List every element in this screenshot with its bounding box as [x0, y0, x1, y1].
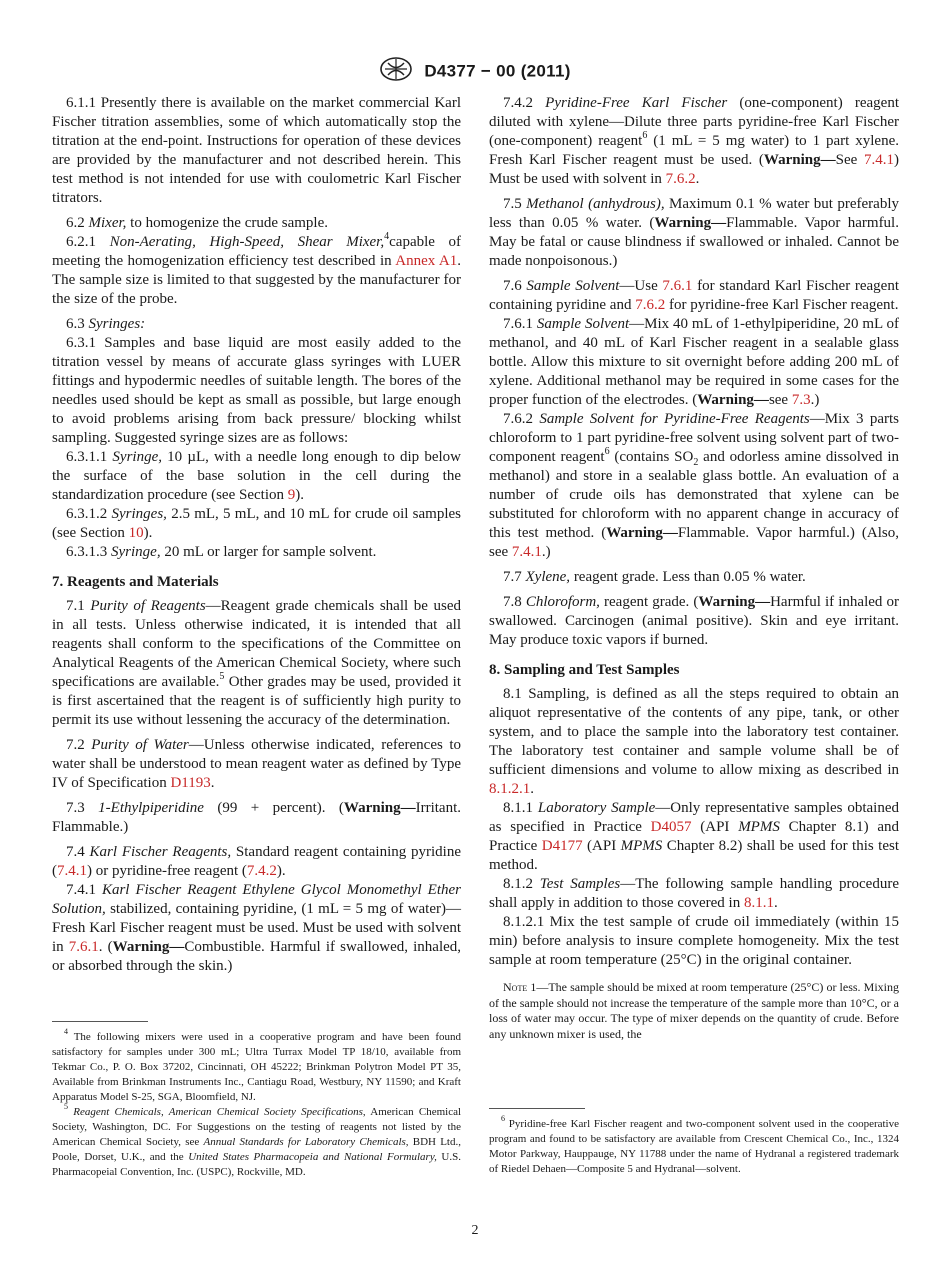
para-term: 1-Ethylpiperidine [98, 800, 204, 816]
para-text: for standard Karl Fischer reagent containing pyridine and [489, 278, 899, 313]
para-7-8 [489, 593, 899, 650]
footnote-title: Annual Standards for Laboratory Chemicals, [203, 1136, 409, 1148]
para-7-4-2 [489, 94, 899, 189]
para-term: Karl Fischer Reagents, [89, 844, 232, 860]
para-number: 7.4 [66, 844, 85, 860]
para-7-4-1 [52, 881, 461, 976]
para-text: . ( [98, 939, 113, 955]
para-text: ) or pyridine-free reagent ( [87, 863, 247, 879]
para-6-3-1-2 [52, 505, 461, 543]
para-number: 7.4.1 [66, 882, 96, 898]
para-6-3-1: 6.3.1 Samples and base liquid are most easily added to the titration vessel by means of accurate glass syringes with LUER fittings and hypodermic needles of suitable length. The bores of the needles used should be kept as small as possible, but large enough to avoid problems arising from back pressure/ blocking whilst sampling. Suggested syringe sizes are as follows: [52, 335, 461, 446]
para-text: (1 mL = 5 mg water) to 1 part xylene. Fresh Karl Fischer reagent must be used. ( [489, 133, 899, 168]
link-7-6-2[interactable]: 7.6.2 [635, 297, 666, 313]
para-7-1 [52, 597, 461, 730]
footnote-text: Pyridine-free Karl Fischer reagent and two-component solvent used in the cooperative program and found to be satisfactory are available from Crescent Chemical Co., Inc., 1324 Motor Parkway, Hauppauge, NY 11788 under the name of Hydranal a registered trademark of Riedel Dehaen—Composite 5 and Hydranal—solvent. [489, 1118, 899, 1175]
para-text: Combustible. Harmful if swallowed, inhaled, or absorbed through the skin.) [52, 939, 462, 974]
para-text: 10 µL, with a needle long enough to dip below the surface of the base solution in the cell during the standardization procedure (see Section [52, 449, 462, 503]
para-text: Flammable. Vapor harmful. May be fatal or cause blindness if swallowed or inhaled. Cannot be made nonpoisonous.) [489, 215, 899, 269]
footnote-title: United States Pharmacopeia and National Formulary, [188, 1151, 437, 1163]
warning-label: Warning— [112, 939, 185, 955]
para-number: 7.4.2 [503, 95, 533, 111]
note-label: Note 1 [503, 980, 537, 994]
footnote-rule [489, 1108, 585, 1109]
para-term: Syringes: [88, 316, 146, 332]
para-text: —Reagent grade chemicals shall be used in all tests. Unless otherwise indicated, it is intended that all reagents shall conform to the specifications of the Committee on Analytical Reagents of the American Chemical Society, where such specifications are available. [52, 598, 461, 690]
right-column [489, 94, 899, 1042]
para-number: 7.6.2 [503, 411, 533, 427]
para-7-7 [489, 568, 899, 587]
warning-label: Warning— [697, 392, 769, 408]
note-1 [489, 980, 899, 1042]
para-6-2-1 [52, 233, 461, 309]
para-term: Sample Solvent [526, 278, 620, 294]
para-6-2 [52, 214, 461, 233]
footnote-rule [52, 1021, 148, 1022]
para-8-1-1 [489, 799, 899, 875]
para-text: ). [143, 525, 153, 541]
para-text: ) Must be used with solvent in [489, 152, 899, 187]
footnote-ref: 6 [604, 446, 610, 457]
para-number: 7.7 [503, 569, 522, 585]
footnote-4 [52, 1027, 461, 1105]
para-number: 7.2 [66, 737, 85, 753]
para-term: Mixer, [88, 215, 127, 231]
para-text: . The sample size is limited to that suggested by the manufacturer for the size of the probe. [52, 253, 461, 307]
link-7-4-1[interactable]: 7.4.1 [57, 863, 87, 879]
para-text: Flammable. Vapor harmful.) (Also, see [489, 525, 899, 560]
para-number: 7.5 [503, 196, 522, 212]
para-7-6-1 [489, 315, 899, 410]
para-7-6-2 [489, 410, 899, 562]
para-term: Methanol (anhydrous), [526, 196, 665, 212]
para-term: Syringe, [112, 449, 162, 465]
footnote-ref: 6 [642, 130, 648, 141]
para-text: —Unless otherwise indicated, references to water shall be understood to mean reagent water as defined by Type IV of Specification [52, 737, 461, 791]
para-8-1-2 [489, 875, 899, 913]
para-number: 6.3 [66, 316, 85, 332]
para-text: —Use [619, 278, 663, 294]
para-text: 20 mL or larger for sample solvent. [160, 544, 377, 560]
para-term: MPMS [620, 838, 663, 854]
link-7-6-1[interactable]: 7.6.1 [662, 278, 693, 294]
para-number: 8.1.2 [503, 876, 533, 892]
para-number: 7.8 [503, 594, 522, 610]
footnote-ref: 5 [219, 671, 225, 682]
para-number: 6.3.1.1 [66, 449, 108, 465]
warning-label: Warning— [763, 152, 836, 168]
para-term: Test Samples [539, 876, 621, 892]
para-text: Maximum 0.1 % water but preferably less than 0.05 % water. ( [489, 196, 899, 231]
para-text: See [835, 152, 864, 168]
para-text: —The following sample handling procedure shall apply in addition to those covered in [489, 876, 899, 911]
astm-logo-icon [379, 56, 413, 87]
footnote-text: , American Chemical Society, Washington, DC. For Suggestions on the testing of reagents not listed by the American Chemical Society, see [52, 1106, 462, 1148]
para-term: Non-Aerating, High-Speed, Shear Mixer, [109, 234, 385, 250]
link-section-9[interactable]: 9 [287, 487, 296, 503]
link-8-1-2-1[interactable]: 8.1.2.1 [489, 781, 531, 797]
para-text: 8.1 Sampling, is defined as all the steps required to obtain an aliquot representative of the contents of any pipe, tank, or other system, and to place the sample into the laboratory test container. The laboratory test container and sample volume shall be of sufficient dimensions and volume to allow mixing as described in [489, 686, 899, 778]
para-number: 7.6 [503, 278, 522, 294]
para-text: ). [295, 487, 304, 503]
link-7-4-2[interactable]: 7.4.2 [246, 863, 277, 879]
section-heading-7: 7. Reagents and Materials [52, 574, 219, 590]
para-6-3-1-1 [52, 448, 461, 505]
para-text: capable of meeting the homogenization efficiency test described in [52, 234, 462, 269]
footnote-5 [52, 1102, 462, 1180]
footnote-6 [489, 1114, 899, 1177]
link-7-6-2[interactable]: 7.6.2 [665, 171, 696, 187]
warning-label: Warning— [698, 594, 771, 610]
document-designation: D4377 − 00 (2011) [424, 61, 571, 81]
para-text: see [768, 392, 792, 408]
para-term: Chloroform, [525, 594, 600, 610]
para-text: to homogenize the crude sample. [126, 215, 329, 231]
para-text: —Mix 40 mL of 1-ethylpiperidine, 20 mL of methanol, and 40 mL of Karl Fischer reagent in a sealable glass bottle. Allow this mixture to sit overnight before adding 200 mL of xylene. Additional methanol may be required in some cases for the proper function of the electrodes. ( [489, 316, 900, 408]
para-number: 6.3.1.3 [66, 544, 108, 560]
para-7-4 [52, 843, 461, 881]
footnote-title: Reagent Chemicals, American Chemical Society Specifications [73, 1106, 363, 1118]
footnote-number: 5 [64, 1102, 68, 1112]
para-term: Xylene, [525, 569, 571, 585]
para-8-1-2-1: 8.1.2.1 Mix the test sample of crude oil immediately (within 15 min) before analysis to insure complete homogeneity. Mix the test sample at room temperature (25°C) in the original container. [489, 914, 899, 968]
para-number: 7.3 [66, 800, 85, 816]
warning-label: Warning— [654, 215, 727, 231]
footnote-number: 6 [501, 1114, 505, 1124]
para-text: (one-component) reagent diluted with xylene—Dilute three parts pyridine-free Karl Fischer (one-component) reagent [489, 95, 900, 149]
para-text: . [210, 775, 215, 791]
para-text: (API [582, 838, 621, 854]
para-text: Chapter 8.1) and Practice [489, 819, 900, 854]
footnote-text: The following mixers were used in a cooperative program and have been found satisfactory for samples under 300 mL; Ultra Turrax Model TP 18/10, available from Tekmar Co., P. O. Box 37202, Cincinnati, OH 45222; Brinkman Polytron Model PT 35, Available from Brinkman Instruments Inc., Cantiagu Road, Westbury, NY 11590; and Kraft Apparatus Model S-25, SGA, Bloomfield, NJ. [52, 1031, 461, 1103]
footnote-ref: 4 [384, 231, 390, 242]
link-d4057[interactable]: D4057 [650, 819, 692, 835]
para-term: Purity of Reagents [90, 598, 206, 614]
link-d4177[interactable]: D4177 [541, 838, 583, 854]
section-heading-8: 8. Sampling and Test Samples [489, 662, 680, 678]
link-8-1-1[interactable]: 8.1.1 [743, 895, 774, 911]
para-text: . [773, 895, 778, 911]
warning-label: Warning— [606, 525, 678, 541]
link-7-4-1[interactable]: 7.4.1 [864, 152, 894, 168]
warning-label: Warning— [343, 800, 416, 816]
para-term: Pyridine-Free Karl Fischer [545, 95, 728, 111]
para-text: reagent grade. ( [599, 594, 699, 610]
footnotes-left [52, 1027, 462, 1180]
para-text: reagent grade. Less than 0.05 % water. [570, 569, 806, 585]
para-7-6 [489, 277, 899, 315]
para-text: (API [691, 819, 739, 835]
subscript: 2 [693, 457, 699, 468]
para-text: (99 + percent). ( [203, 800, 344, 816]
para-term: Syringes, [111, 506, 167, 522]
footnote-number: 4 [64, 1027, 68, 1037]
para-text: Chapter 8.2) shall be used for this test method. [489, 838, 899, 873]
para-term: Purity of Water [91, 737, 189, 753]
para-text: . [530, 781, 534, 797]
footnote-text: BDH Ltd., Poole, Dorset, U.K., and the [52, 1136, 461, 1163]
para-text: 2.5 mL, 5 mL, and 10 mL for crude oil samples (see Section [52, 506, 462, 541]
para-number: 6.2 [66, 215, 85, 231]
link-7-3[interactable]: 7.3 [791, 392, 811, 408]
para-text: .) [810, 392, 820, 408]
para-7-5 [489, 195, 899, 271]
para-text: —Only representative samples obtained as specified in Practice [489, 800, 900, 835]
para-number: 6.2.1 [66, 234, 96, 250]
link-section-10[interactable]: 10 [128, 525, 144, 541]
link-annex-a1[interactable]: Annex A1 [395, 253, 458, 269]
para-text: Other grades may be used, provided it is first ascertained that the reagent is of sufficiently high purity to permit its use without lessening the accuracy of the determination. [52, 674, 462, 728]
para-number: 8.1.1 [503, 800, 533, 816]
page-header [0, 56, 950, 87]
para-7-3 [52, 799, 461, 837]
para-text: and odorless amine dissolved in methanol) and store in a sealable glass bottle. An evaluation of a number of crude oils has demonstrated that xylene can be substituted for chloroform with no apparent change in accuracy of this test method. ( [489, 449, 899, 541]
note-text: —The sample should be mixed at room temperature (25°C) or less. Mixing of the sample should not increase the temperature of the sample more than 10°C, or a loss of water may occur. The type of mixer depends on the quantity of crude. Before any unknown mixer is used, the [489, 980, 900, 1041]
para-number: 7.6.1 [503, 316, 533, 332]
footnotes-right [489, 1114, 899, 1177]
para-term: Karl Fischer Reagent Ethylene Glycol Monomethyl Ether Solution, [52, 882, 462, 917]
para-text: ). [276, 863, 286, 879]
para-6-1-1: 6.1.1 Presently there is available on the market commercial Karl Fischer titration assemblies, some of which automatically stop the titration at the end-point. Instructions for operation of these devices are provided by the manufacturer and not described herein. This test method is not intended for use with coulometric Karl Fischer titrators. [52, 95, 461, 206]
para-term: MPMS [738, 819, 780, 835]
para-text: Irritant. Flammable.) [52, 800, 461, 835]
para-8-1 [489, 685, 899, 799]
link-d1193[interactable]: D1193 [170, 775, 211, 791]
para-6-3 [52, 315, 461, 334]
para-number: 7.1 [66, 598, 85, 614]
para-7-2 [52, 736, 461, 793]
para-text: .) [541, 544, 551, 560]
para-text: stabilized, containing pyridine, (1 mL = 5 mg of water)—Fresh Karl Fischer reagent must be used. Must be used with solvent in [52, 901, 461, 955]
link-7-4-1[interactable]: 7.4.1 [511, 544, 542, 560]
para-text: for pyridine-free Karl Fischer reagent. [665, 297, 899, 313]
para-term: Sample Solvent [536, 316, 630, 332]
para-text: Harmful if inhaled or swallowed. Carcinogen (animal positive). Skin and eye irritant. May produce toxic vapors if burned. [489, 594, 900, 648]
para-6-3-1-3 [52, 543, 461, 562]
link-7-6-1[interactable]: 7.6.1 [68, 939, 99, 955]
para-term: Syringe, [111, 544, 161, 560]
para-number: 6.3.1.2 [66, 506, 108, 522]
para-text: (contains SO [609, 449, 694, 465]
para-term: Sample Solvent for Pyridine-Free Reagents [539, 411, 810, 427]
para-term: Laboratory Sample [537, 800, 656, 816]
footnote-text: U.S. Pharmacopeial Convention, Inc. (USPC), Rockville, MD. [52, 1151, 461, 1178]
page-number: 2 [471, 1223, 479, 1238]
left-column [52, 94, 461, 976]
para-text: —Mix 3 parts chloroform to 1 part pyridine-free solvent using solvent part of two-component reagent [489, 411, 900, 465]
para-text: . [695, 171, 700, 187]
para-text: Standard reagent containing pyridine ( [52, 844, 461, 879]
